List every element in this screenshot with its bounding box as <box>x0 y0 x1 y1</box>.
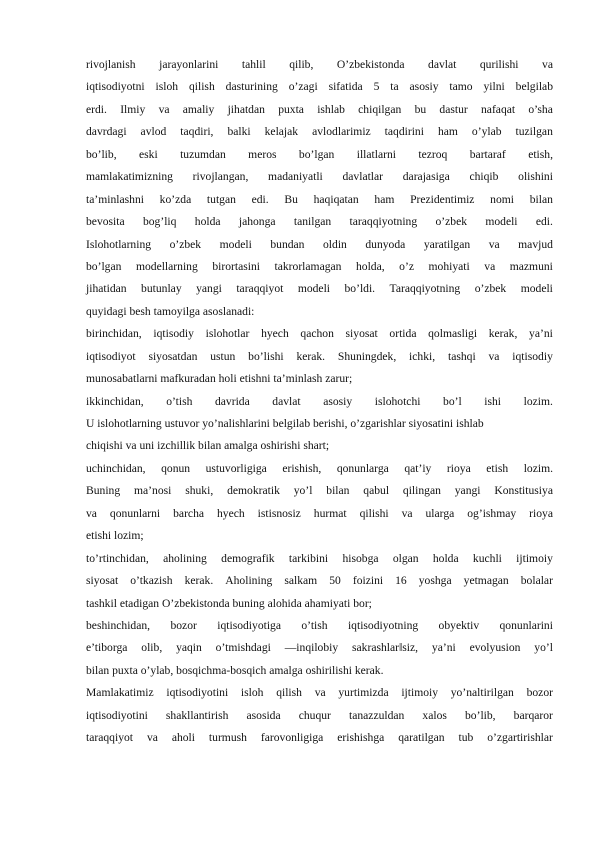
word: xalos <box>422 708 447 722</box>
text-line <box>86 458 553 480</box>
word: rivojlanish <box>86 58 136 71</box>
word: va <box>542 58 553 71</box>
document-page <box>86 54 553 750</box>
text-line <box>86 278 553 300</box>
word: olib, <box>141 641 163 655</box>
word: iqtisodiy <box>153 327 194 341</box>
text-line <box>86 570 553 592</box>
word: butunlay <box>141 282 182 296</box>
word: to’rtinchidan, <box>86 551 149 565</box>
word: bozor <box>170 618 197 632</box>
text-line <box>86 682 553 704</box>
word: ta’minlashni <box>86 192 144 206</box>
word: demokratik <box>227 484 280 498</box>
word: olgan <box>392 551 419 565</box>
word: yaratilgan <box>423 237 471 251</box>
word: tashqi <box>447 349 476 363</box>
word: o’tish <box>301 618 328 632</box>
word: qolmasligi <box>428 327 478 341</box>
word: siyosatdan <box>148 349 198 363</box>
word: sakrashlar‖siz, <box>352 641 419 655</box>
word: tub <box>458 731 474 745</box>
word: ma’nosi <box>134 484 172 498</box>
word: islohotlar <box>205 327 250 341</box>
word: ustuvorligiga <box>205 461 267 475</box>
word: hyech <box>261 327 289 341</box>
word: modeli <box>485 215 518 229</box>
word: shuki, <box>185 484 214 498</box>
word: O’zbekistonda <box>336 58 405 71</box>
word: bo’lgan <box>86 259 122 273</box>
word: hyech <box>217 506 245 520</box>
text-line <box>86 189 553 211</box>
word: qilishi <box>359 506 389 520</box>
word: bo’lgan <box>298 147 335 161</box>
word: nafaqat <box>481 102 516 116</box>
word: oldin <box>323 237 347 251</box>
word: erishish, <box>282 461 322 475</box>
text-line <box>86 480 553 502</box>
word: lozim. <box>523 394 553 408</box>
word: qurilishi <box>479 58 519 71</box>
word: holda <box>432 551 459 565</box>
word: edi. <box>535 215 553 229</box>
word: modeli <box>520 282 553 296</box>
text-line <box>86 234 553 256</box>
text-line: chiqishi va uni izchillik bilan amalga oshirishi shart; <box>86 439 330 453</box>
word: iqtisodiyotini <box>166 686 229 700</box>
word: Mamlakatimiz <box>86 686 154 700</box>
word: kerak. <box>296 349 326 363</box>
word: Ilmiy <box>120 102 146 116</box>
word: mohiyati <box>428 259 470 273</box>
word: siyosat <box>345 327 378 341</box>
word: tuzilgan <box>515 125 553 139</box>
word: iqtisodiyotiga <box>217 618 281 632</box>
word: o’tmishdagi <box>215 641 271 655</box>
word: tezroq <box>418 147 448 161</box>
word: 50 <box>329 574 341 588</box>
word: o’zbek <box>435 215 468 229</box>
word: qilish <box>276 686 302 700</box>
word: qilingan <box>402 484 441 498</box>
text-line <box>86 121 553 143</box>
word: etish, <box>528 147 553 161</box>
text-line <box>86 256 553 278</box>
word: yurtimizda <box>338 686 389 700</box>
word: yo’naltirilgan <box>450 686 514 700</box>
word: 16 <box>395 574 407 588</box>
word: Taraqqiyotning <box>389 282 461 296</box>
word: va <box>401 506 413 520</box>
text-line: munosabatlarni mafkuradan holi etishni ta’minlash zarur; <box>86 372 353 386</box>
word: o’zagi <box>288 80 318 94</box>
word: ham <box>374 192 395 206</box>
word: chiqib <box>469 170 499 184</box>
word: nomi <box>490 192 514 206</box>
word: o’sha <box>528 102 553 116</box>
word: ortida <box>389 327 417 341</box>
word: erishishga <box>337 731 385 745</box>
word: madaniyatli <box>268 170 323 184</box>
word: Islohotlarning <box>86 237 152 251</box>
word: dastur <box>439 102 468 116</box>
word: bilan <box>326 484 350 498</box>
word: tutgan <box>206 192 236 206</box>
word: qonunlarni <box>109 506 161 520</box>
word: bundan <box>270 237 305 251</box>
word: ko’zda <box>159 192 192 206</box>
word: demografik <box>221 551 275 565</box>
word: yilni <box>483 80 505 94</box>
word: tamo <box>449 80 473 94</box>
text-line <box>86 166 553 188</box>
word: ishlab <box>317 102 345 116</box>
text-line <box>86 727 553 749</box>
word: asosiy <box>323 394 353 408</box>
word: qat’iy <box>404 461 432 475</box>
text-line: U islohotlarning ustuvor yo’nalishlarini belgilab berishi, o’zgarishlar siyosatini ishlab <box>86 417 484 430</box>
word: hurmat <box>313 506 347 520</box>
word: holda <box>194 215 221 229</box>
word: shakllantirish <box>165 708 229 722</box>
word: jihatidan <box>86 282 127 296</box>
word: modeli <box>219 237 252 251</box>
text-line <box>86 615 553 637</box>
word: uchinchidan, <box>86 461 146 475</box>
word: o’tkazish <box>130 574 173 588</box>
word: ta <box>390 80 399 94</box>
word: e’tiborga <box>86 641 128 655</box>
word: taraqqiyot <box>236 282 284 296</box>
word: chuqur <box>298 708 331 722</box>
word: hisobga <box>342 551 379 565</box>
text-line <box>86 705 553 727</box>
word: bartaraf <box>469 147 506 161</box>
word: taraqqiyot <box>86 731 134 745</box>
word: birinchidan, <box>86 327 142 341</box>
word: o’zgartirishlar <box>487 731 553 745</box>
word: iqtisodiyotni <box>86 80 145 94</box>
word: beshinchidan, <box>86 618 151 632</box>
word: va <box>484 259 496 273</box>
word: o’z <box>399 259 414 273</box>
word: ichki, <box>409 349 436 363</box>
word: bu <box>414 102 427 116</box>
word: ya’ni <box>529 327 553 341</box>
word: iqtisodiy <box>512 349 553 363</box>
word: tanilgan <box>293 215 332 229</box>
word: 5 <box>373 80 380 94</box>
word: farovonligiga <box>260 731 324 745</box>
word: belgilab <box>515 80 553 94</box>
word: davrdagi <box>86 125 127 139</box>
word: amaliy <box>182 102 215 116</box>
word: kerak. <box>184 574 214 588</box>
word: bog’liq <box>142 215 177 229</box>
word: taqdirini <box>384 125 424 139</box>
word: edi. <box>251 192 269 206</box>
word: olishini <box>518 170 553 184</box>
word: bo’lib, <box>464 708 496 722</box>
word: Shuningdek, <box>337 349 397 363</box>
word: ishi <box>484 394 502 408</box>
word: va <box>314 686 326 700</box>
word: va <box>488 349 500 363</box>
word: aholi <box>171 731 195 745</box>
word: eski <box>138 147 158 161</box>
word: bolalar <box>520 574 553 588</box>
word: qabul <box>363 484 390 498</box>
word: Bu <box>284 192 298 206</box>
word: taraqqiyotning <box>349 215 418 229</box>
word: birortasini <box>212 259 260 273</box>
word: mamlakatimizning <box>86 170 173 184</box>
word: dasturining <box>225 80 278 94</box>
word: evolyusion <box>469 641 521 655</box>
text-line <box>86 346 553 368</box>
word: puxta <box>278 102 304 116</box>
word: qonunlarga <box>336 461 389 475</box>
word: kelajak <box>264 125 299 139</box>
word: tuzumdan <box>180 147 226 161</box>
word: og’ishmay <box>467 506 517 520</box>
text-line <box>86 76 553 98</box>
word: salkam <box>284 574 318 588</box>
word: jihatdan <box>227 102 265 116</box>
word: mavjud <box>518 237 553 251</box>
word: —inqilobiy <box>284 641 339 655</box>
text-line <box>86 323 553 345</box>
word: foizini <box>352 574 384 588</box>
word: yetmagan <box>463 574 509 588</box>
word: haqiqatan <box>313 192 359 206</box>
text-line <box>86 54 553 76</box>
word: sifatida <box>328 80 363 94</box>
word: tarkibini <box>288 551 329 565</box>
word: bo’ldi. <box>344 282 376 296</box>
word: meros <box>248 147 277 161</box>
word: isloh <box>155 80 179 94</box>
word: tahlil <box>241 58 266 71</box>
text-line: bilan puxta o’ylab, bosqichma-bosqich amalga oshirilishi kerak. <box>86 663 384 677</box>
word: ikkinchidan, <box>86 394 144 408</box>
text-line: quyidagi besh tamoyilga asoslanadi: <box>86 304 255 318</box>
word: o’zbek <box>474 282 507 296</box>
word: ijtimoiy <box>516 551 553 565</box>
word: takrorlamagan <box>274 259 342 273</box>
word: Prezidentimiz <box>410 192 475 206</box>
word: istisnosiz <box>257 506 301 520</box>
word: holda, <box>355 259 385 273</box>
word: barqaror <box>513 708 553 722</box>
document-body <box>86 54 553 750</box>
word: ularga <box>425 506 455 520</box>
word: rioya <box>529 506 553 520</box>
word: asosida <box>246 708 281 722</box>
word: iqtisodiyotini <box>86 708 148 722</box>
word: mazmuni <box>509 259 553 273</box>
word: avlodlarimiz <box>312 125 371 139</box>
text-line: etishi lozim; <box>86 529 144 543</box>
word: rioya <box>446 461 471 475</box>
word: o’ylab <box>471 125 502 139</box>
word: tanazzuldan <box>348 708 405 722</box>
word: ijtimoiy <box>401 686 439 700</box>
word: qonun <box>161 461 191 475</box>
word: bo’l <box>443 394 462 408</box>
word: bo’lib, <box>86 147 117 161</box>
word: etish <box>486 461 509 475</box>
text-line <box>86 99 553 121</box>
word: ham <box>437 125 458 139</box>
word: iqtisodiyotning <box>347 618 419 632</box>
text-line <box>86 144 553 166</box>
word: bozor <box>526 686 553 700</box>
word: erdi. <box>86 102 107 116</box>
word: lozim. <box>523 461 553 475</box>
word: ustun <box>210 349 236 363</box>
word: kuchli <box>472 551 502 565</box>
word: obyektiv <box>438 618 480 632</box>
word: yo’l <box>293 484 313 498</box>
word: yoshga <box>418 574 452 588</box>
text-line <box>86 503 553 525</box>
word: jahonga <box>238 215 276 229</box>
word: yangi <box>454 484 481 498</box>
word: aholining <box>163 551 207 565</box>
word: dunyoda <box>365 237 406 251</box>
word: qilish <box>188 80 215 94</box>
word: yo’l <box>534 641 553 655</box>
word: davlat <box>272 394 301 408</box>
word: va <box>158 102 170 116</box>
word: modellarning <box>135 259 198 273</box>
word: bevosita <box>86 215 125 229</box>
word: kerak, <box>488 327 518 341</box>
word: qaratilgan <box>398 731 445 745</box>
word: avlod <box>140 125 167 139</box>
word: Konstitusiya <box>494 484 553 498</box>
word: siyosat <box>86 574 119 588</box>
word: jarayonlarini <box>159 58 219 71</box>
word: va <box>146 731 158 745</box>
word: davrida <box>214 394 250 408</box>
text-line <box>86 391 553 413</box>
word: illatlarni <box>356 147 396 161</box>
word: darajasiga <box>402 170 450 184</box>
text-line <box>86 637 553 659</box>
word: o’zbek <box>169 237 202 251</box>
word: va <box>86 506 97 520</box>
word: davlat <box>428 58 457 71</box>
word: asosiy <box>409 80 439 94</box>
word: bilan <box>529 192 553 206</box>
word: yaqin <box>176 641 202 655</box>
word: davlatlar <box>342 170 384 184</box>
word: qilib, <box>289 58 314 71</box>
word: bo’lishi <box>248 349 284 363</box>
text-line <box>86 211 553 233</box>
word: iqtisodiyot <box>86 349 136 363</box>
word: va <box>488 237 500 251</box>
word: chiqilgan <box>358 102 402 116</box>
word: modeli <box>297 282 331 296</box>
text-line <box>86 548 553 570</box>
word: yangi <box>196 282 222 296</box>
word: turmush <box>208 731 247 745</box>
word: qachon <box>300 327 334 341</box>
word: isloh <box>240 686 264 700</box>
word: barcha <box>173 506 205 520</box>
word: Aholining <box>225 574 273 588</box>
word: rivojlangan, <box>192 170 249 184</box>
word: ya’ni <box>431 641 456 655</box>
word: o’tish <box>166 394 193 408</box>
word: taqdiri, <box>180 125 214 139</box>
word: islohotchi <box>374 394 421 408</box>
word: balki <box>227 125 251 139</box>
text-line: tashkil etadigan O’zbekistonda buning alohida ahamiyati bor; <box>86 596 372 610</box>
word: Buning <box>86 484 121 498</box>
word: qonunlarini <box>499 618 553 632</box>
